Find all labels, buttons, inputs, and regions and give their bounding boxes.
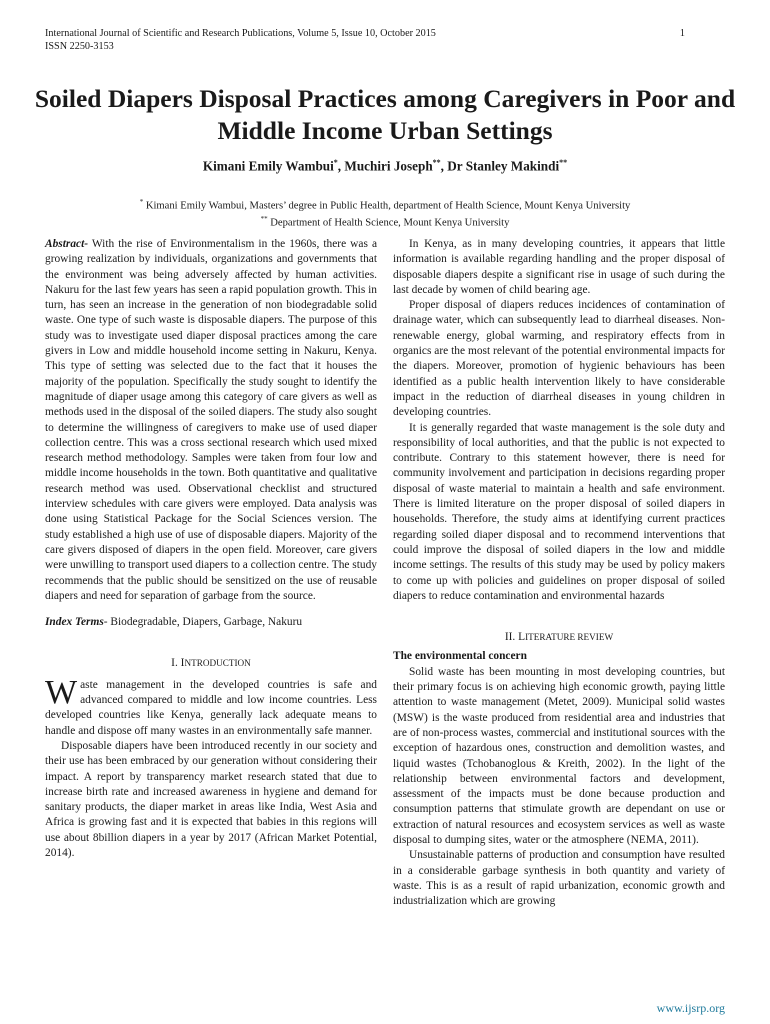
author-3: Dr Stanley Makindi: [447, 158, 560, 174]
lit-paragraph-2: Unsustainable patterns of production and consumption have resulted in a considerable garbage synthesis in both quantity and variety of waste. This is as a result of rapid urbanization, economic growth and industrialization which are growing: [393, 849, 725, 908]
section-heading-literature-review: [393, 630, 725, 645]
index-terms-label: Index Terms: [45, 616, 104, 629]
affiliation-2-text: Department of Health Science, Mount Kenya University: [267, 217, 510, 229]
section-first-letter: I: [180, 657, 185, 670]
left-column: [45, 237, 377, 861]
right-paragraph-3: It is generally regarded that waste management is the sole duty and responsibility of local authorities, and that the public is not expected to contribute. Contrary to this statement however, there is need for community involvement and participation in decisions regarding proper disposal of waste material to maintain a health and safe environment. There is limited literature on the proper disposal of soiled diapers in households. Therefore, the study aims at identifying current practices regarding soiled diaper disposal and to recommend interventions that could improve the disposal of soiled diapers in the low and middle income settings. The results of this study may be used by policy makers to come up with policies and guidelines on proper disposal of soiled diapers to reduce contamination and environmental hazards: [393, 421, 725, 602]
index-terms: [45, 615, 377, 630]
abstract: [45, 237, 377, 604]
footer-url: www.ijsrp.org: [656, 1001, 725, 1015]
subsection-heading: The environmental concern: [393, 650, 527, 663]
author-separator: ,: [337, 158, 345, 174]
author-3-mark: **: [559, 158, 568, 167]
abstract-label: Abstract-: [45, 238, 89, 250]
author-1: Kimani Emily Wambui: [202, 158, 334, 174]
author-line: [30, 158, 740, 174]
index-terms-text: - Biodegradable, Diapers, Garbage, Nakuru: [103, 616, 303, 629]
section-title-rest: ITERATURE REVIEW: [525, 632, 614, 643]
journal-line: International Journal of Scientific and Research Publications, Volume 5, Issue 10, October 2015: [45, 28, 436, 39]
section-heading-introduction: [45, 656, 377, 671]
author-2-mark: **: [432, 158, 441, 167]
affiliations: [30, 196, 740, 230]
intro-paragraph-1: [45, 673, 377, 739]
author-2: Muchiri Joseph: [344, 158, 433, 174]
section-numeral: II.: [504, 631, 519, 644]
affiliation-2-mark: **: [260, 215, 268, 224]
author-1-mark: *: [333, 158, 338, 167]
abstract-text: With the rise of Environmentalism in the 1960s, there was a growing realization by individuals, organizations and governments that the environment was being adversely affected by human activities. Nakuru for the last few years has seen a rapid population growth. This in turn, has seen an increase in the generation of non biodegradable solid waste. One type of such waste is disposable diapers. The purpose of this study was to investigate used diaper disposal practices among the care givers in Low and middle household income setting in Nakuru, Kenya. This type of setting was selected due to the fact that it houses the majority of the population. Specifically the study sought to identify the magnitude of diaper usage among this category of care givers as well as methods used in the disposal of the soiled diapers. The study also sought to determine the willingness of caregivers to make use of used diaper collection centre. This was a cross sectional research which used mixed research method methodology. Samples were taken from four low and middle income households in the town. Both quantitative and qualitative research method was used. Observational checklist and structured interview schedules with care givers were employed. Data analysis was done using Statistical Package for the Social Sciences version. The study established a high use of use of disposable diapers. Majority of the care givers disposed of diapers in the open field. Moreover, care givers were unwilling to transport used diapers to a collection centre. The study recommends that the public should be sensitized on the use of reusable diapers and need for separation of garbage from the source.: [45, 238, 377, 602]
intro-paragraph-1-text: aste management in the developed countries is safe and advanced compared to middle and low income countries. Less developed countries like Kenya, generally lack adequate means to handle and dispose off many wastes in an environmentally safe manner.: [45, 678, 377, 737]
section-first-letter: L: [518, 631, 526, 644]
right-paragraph-2: Proper disposal of diapers reduces incidences of contamination of drainage water, which can subsequently lead to diarrheal diseases. Non-renewable energy, global warming, and respiratory effects from in organics are the most relevant of the potential environmental impacts for the diapers. Moreover, promotion of hygienic behaviours has been identified as a public health intervention likely to have considerable impact in the reduction of diarrheal diseases in young children in developing countries.: [393, 299, 725, 419]
author-separator: ,: [440, 158, 448, 174]
intro-paragraph-2: Disposable diapers have been introduced recently in our society and their use has been embraced by our generation without considering their impact. A report by transparency market research stated that due to increase birth rate and increased awareness in hygiene and demand for sanitary products, the diaper market in areas like India, West Asia and Africa is growing fast and it is expected that babies in this regions will use about 8billion diapers in a year by 2017 (African Market Potential, 2014).: [45, 739, 377, 859]
lit-paragraph-1: Solid waste has been mounting in most developing countries, but their primary focus is on achieving high economic growth, paying little attention to waste management (Metet, 2009). Municipal solid wastes (MSW) is the waste produced from residential area and industries that are of non-process wastes, commercial and institutional sources with the exception of hazardous ones, construction and demolition wastes, and liquid wastes (Tchobanoglous & Kreith, 2002). In the light of the relationship between environmental factors and development, assessment of the impacts must be done because production and consumption patterns that stimulate growth are dependant on use or extraction of natural resources and ecosystem services as well as waste disposal to dumping sites, water or the atmosphere (NEMA, 2011).: [393, 665, 725, 846]
affiliation-2: [30, 213, 740, 230]
section-title-rest: NTRODUCTION: [184, 658, 251, 669]
paper-title: Soiled Diapers Disposal Practices among Caregivers in Poor and Middle Income Urban Settings: [34, 84, 736, 145]
affiliation-1: [30, 196, 740, 213]
right-paragraph-1: In Kenya, as in many developing countries, it appears that little information is available regarding handling and the proper disposal of disposable diapers despite a significant rise in usage of such during the last decade by women of child bearing age.: [393, 238, 725, 296]
drop-cap: W: [45, 673, 78, 711]
running-header: [45, 27, 685, 53]
page-number: 1: [679, 28, 685, 39]
right-column: [393, 237, 725, 909]
section-numeral: I.: [171, 657, 181, 670]
affiliation-1-mark: *: [139, 198, 144, 206]
issn-line: ISSN 2250-3153: [45, 41, 114, 52]
affiliation-1-text: Kimani Emily Wambui, Masters’ degree in Public Health, department of Health Science, Mount Kenya University: [143, 200, 631, 212]
